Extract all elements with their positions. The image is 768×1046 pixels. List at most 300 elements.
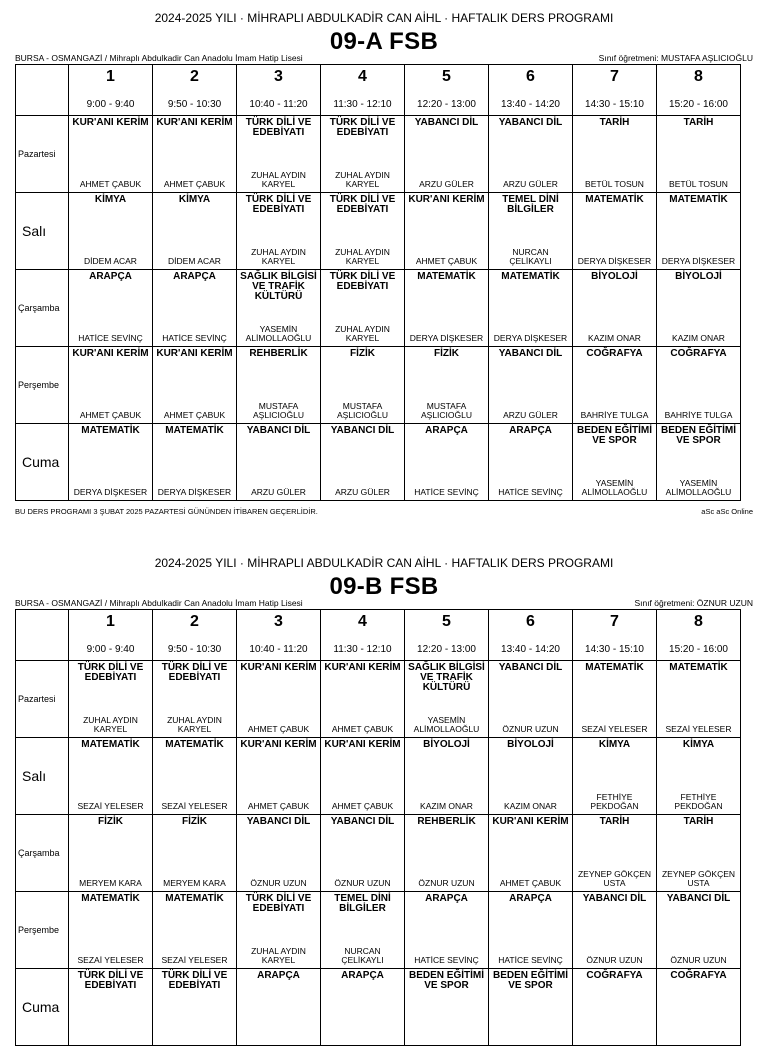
- lesson-subject: MATEMATİK: [669, 194, 728, 205]
- lesson-cell: [657, 116, 741, 193]
- lesson-cell: [657, 424, 741, 501]
- lesson-teacher: ARZU GÜLER: [503, 179, 558, 189]
- period-header: [657, 65, 741, 116]
- day-row: [16, 892, 741, 969]
- lesson-subject: KUR'ANI KERİM: [324, 739, 401, 750]
- lesson-subject: TARİH: [599, 117, 630, 128]
- lesson-cell: [153, 270, 237, 347]
- lesson-cell: [573, 270, 657, 347]
- lesson-teacher: HATİCE SEVİNÇ: [414, 487, 479, 497]
- lesson-subject: BİYOLOJİ: [423, 739, 470, 750]
- class-teacher: Sınıf öğretmeni: MUSTAFA AŞLICIOĞLU: [598, 53, 753, 63]
- lesson-cell: [489, 969, 573, 1046]
- period-number: 4: [358, 613, 367, 630]
- lesson-cell: [573, 661, 657, 738]
- lesson-cell: [489, 892, 573, 969]
- lesson-cell: [153, 892, 237, 969]
- lesson-subject: KUR'ANI KERİM: [240, 662, 317, 673]
- lesson-cell: [237, 892, 321, 969]
- period-time: 9:50 - 10:30: [167, 99, 222, 110]
- lesson-teacher: NURCAN ÇELİKAYLI: [341, 946, 384, 965]
- timetable-header: 2024-2025 YILI · MİHRAPLI ABDULKADİR CAN AİHL · HAFTALIK DERS PROGRAMI: [154, 556, 614, 570]
- period-number: 1: [106, 68, 115, 85]
- period-number: 1: [106, 613, 115, 630]
- period-number: 8: [694, 68, 703, 85]
- day-label-cell: [16, 193, 69, 270]
- lesson-teacher: AHMET ÇABUK: [163, 410, 226, 420]
- lesson-cell: [153, 116, 237, 193]
- period-header: [237, 65, 321, 116]
- lesson-subject: TÜRK DİLİ VE EDEBİYATI: [329, 117, 396, 138]
- period-number: 2: [190, 68, 199, 85]
- lesson-cell: [573, 969, 657, 1046]
- lesson-teacher: AHMET ÇABUK: [331, 801, 394, 811]
- day-name: Çarşamba: [18, 303, 60, 313]
- lesson-teacher: ARZU GÜLER: [503, 410, 558, 420]
- lesson-teacher: YASEMİN ALİMOLLAOĞLU: [245, 324, 312, 343]
- day-row: [16, 661, 741, 738]
- lesson-cell: [489, 347, 573, 424]
- lesson-subject: TÜRK DİLİ VE EDEBİYATI: [161, 970, 228, 991]
- lesson-subject: TÜRK DİLİ VE EDEBİYATI: [245, 893, 312, 914]
- day-name: Cuma: [22, 454, 60, 470]
- lesson-subject: YABANCI DİL: [582, 893, 647, 904]
- day-row: [16, 738, 741, 815]
- lesson-subject: TEMEL DİNİ BİLGİLER: [334, 893, 391, 914]
- period-header: [657, 610, 741, 661]
- day-label-cell: [16, 116, 69, 193]
- lesson-cell: [153, 815, 237, 892]
- class-teacher: Sınıf öğretmeni: ÖZNUR UZUN: [634, 598, 753, 608]
- lesson-cell: [321, 270, 405, 347]
- lesson-teacher: AHMET ÇABUK: [499, 878, 562, 888]
- lesson-cell: [405, 116, 489, 193]
- class-title: 09-A FSB: [329, 28, 439, 55]
- lesson-subject: MATEMATİK: [501, 271, 560, 282]
- lesson-teacher: ZEYNEP GÖKÇEN USTA: [661, 869, 736, 888]
- lesson-teacher: BETÜL TOSUN: [585, 179, 644, 189]
- lesson-teacher: DERYA DİŞKESER: [73, 487, 148, 497]
- lesson-cell: [405, 193, 489, 270]
- schedule-grid: [15, 609, 741, 1046]
- lesson-subject: MATEMATİK: [81, 739, 140, 750]
- lesson-teacher: FETHİYE PEKDOĞAN: [674, 792, 723, 811]
- lesson-subject: KUR'ANI KERİM: [156, 348, 233, 359]
- lesson-cell: [237, 270, 321, 347]
- lesson-teacher: SEZAİ YELESER: [77, 801, 144, 811]
- period-time: 10:40 - 11:20: [249, 99, 308, 110]
- lesson-cell: [405, 347, 489, 424]
- lesson-cell: [573, 193, 657, 270]
- lesson-cell: [237, 661, 321, 738]
- lesson-subject: MATEMATİK: [165, 425, 224, 436]
- day-label-cell: [16, 661, 69, 738]
- lesson-subject: MATEMATİK: [81, 893, 140, 904]
- lesson-subject: TÜRK DİLİ VE EDEBİYATI: [245, 117, 312, 138]
- lesson-cell: [405, 892, 489, 969]
- lesson-subject: TEMEL DİNİ BİLGİLER: [502, 194, 559, 215]
- period-number: 3: [274, 613, 283, 630]
- lesson-subject: YABANCI DİL: [498, 348, 563, 359]
- lesson-teacher: MERYEM KARA: [163, 878, 226, 888]
- lesson-subject: KİMYA: [94, 194, 127, 205]
- period-header: [153, 610, 237, 661]
- lesson-subject: YABANCI DİL: [498, 662, 563, 673]
- period-time: 14:30 - 15:10: [585, 644, 644, 655]
- lesson-cell: [237, 738, 321, 815]
- lesson-teacher: HATİCE SEVİNÇ: [162, 333, 227, 343]
- lesson-cell: [237, 815, 321, 892]
- lesson-subject: KUR'ANI KERİM: [156, 117, 233, 128]
- lesson-cell: [237, 969, 321, 1046]
- lesson-cell: [321, 347, 405, 424]
- lesson-cell: [405, 969, 489, 1046]
- day-name: Cuma: [22, 999, 60, 1015]
- lesson-subject: MATEMATİK: [585, 662, 644, 673]
- lesson-teacher: ZUHAL AYDIN KARYEL: [167, 715, 222, 734]
- day-name: Pazartesi: [18, 149, 56, 159]
- lesson-subject: BEDEN EĞİTİMİ VE SPOR: [492, 970, 568, 991]
- lesson-subject: ARAPÇA: [509, 893, 552, 904]
- period-header: [489, 610, 573, 661]
- lesson-subject: ARAPÇA: [509, 425, 552, 436]
- period-header: [405, 65, 489, 116]
- period-header: [153, 65, 237, 116]
- corner-cell: [16, 65, 69, 116]
- lesson-teacher: SEZAİ YELESER: [665, 724, 732, 734]
- period-time: 12:20 - 13:00: [417, 99, 476, 110]
- lesson-teacher: DERYA DİŞKESER: [661, 256, 736, 266]
- period-header: [237, 610, 321, 661]
- lesson-subject: SAĞLIK BİLGİSİ VE TRAFİK KÜLTÜRÜ: [240, 271, 317, 302]
- period-number: 6: [526, 68, 535, 85]
- day-label-cell: [16, 969, 69, 1046]
- lesson-subject: KİMYA: [178, 194, 211, 205]
- lesson-cell: [237, 424, 321, 501]
- lesson-teacher: NURCAN ÇELİKAYLI: [509, 247, 552, 266]
- lesson-teacher: ZUHAL AYDIN KARYEL: [251, 946, 306, 965]
- lesson-cell: [69, 347, 153, 424]
- lesson-teacher: DERYA DİŞKESER: [157, 487, 232, 497]
- lesson-teacher: HATİCE SEVİNÇ: [78, 333, 143, 343]
- lesson-teacher: ÖZNUR UZUN: [334, 878, 391, 888]
- lesson-cell: [489, 193, 573, 270]
- lesson-cell: [489, 424, 573, 501]
- lesson-teacher: DERYA DİŞKESER: [577, 256, 652, 266]
- lesson-subject: YABANCI DİL: [246, 425, 311, 436]
- lesson-subject: BEDEN EĞİTİMİ VE SPOR: [408, 970, 484, 991]
- lesson-subject: MATEMATİK: [81, 425, 140, 436]
- period-number: 7: [610, 68, 619, 85]
- corner-cell: [16, 610, 69, 661]
- day-name: Perşembe: [18, 925, 60, 935]
- period-time: 12:20 - 13:00: [417, 644, 476, 655]
- lesson-cell: [573, 424, 657, 501]
- lesson-teacher: AHMET ÇABUK: [247, 724, 310, 734]
- lesson-teacher: ÖZNUR UZUN: [418, 878, 475, 888]
- lesson-teacher: AHMET ÇABUK: [79, 179, 142, 189]
- period-header: [573, 610, 657, 661]
- lesson-teacher: HATİCE SEVİNÇ: [414, 955, 479, 965]
- lesson-teacher: SEZAİ YELESER: [161, 801, 228, 811]
- lesson-subject: BİYOLOJİ: [591, 271, 638, 282]
- day-name: Salı: [22, 223, 47, 239]
- lesson-subject: TÜRK DİLİ VE EDEBİYATI: [329, 271, 396, 292]
- lesson-cell: [405, 661, 489, 738]
- period-number: 5: [442, 613, 451, 630]
- lesson-cell: [489, 738, 573, 815]
- lesson-cell: [657, 661, 741, 738]
- day-name: Pazartesi: [18, 694, 56, 704]
- lesson-teacher: ZUHAL AYDIN KARYEL: [251, 170, 306, 189]
- lesson-teacher: DİDEM ACAR: [168, 256, 221, 266]
- lesson-subject: MATEMATİK: [165, 739, 224, 750]
- lesson-cell: [321, 969, 405, 1046]
- day-label-cell: [16, 892, 69, 969]
- lesson-subject: ARAPÇA: [425, 893, 468, 904]
- lesson-teacher: ÖZNUR UZUN: [586, 955, 643, 965]
- day-label-cell: [16, 270, 69, 347]
- lesson-subject: KİMYA: [598, 739, 631, 750]
- lesson-teacher: MUSTAFA AŞLICIOĞLU: [420, 401, 473, 420]
- period-header-row: [16, 65, 741, 116]
- lesson-cell: [489, 270, 573, 347]
- lesson-subject: KUR'ANI KERİM: [72, 348, 149, 359]
- lesson-teacher: ARZU GÜLER: [419, 179, 474, 189]
- period-time: 13:40 - 14:20: [501, 99, 560, 110]
- schedule-grid: [15, 64, 741, 501]
- lesson-teacher: ZUHAL AYDIN KARYEL: [335, 324, 390, 343]
- lesson-subject: MATEMATİK: [165, 893, 224, 904]
- lesson-cell: [69, 738, 153, 815]
- lesson-cell: [573, 815, 657, 892]
- lesson-cell: [321, 815, 405, 892]
- lesson-cell: [657, 738, 741, 815]
- lesson-subject: BİYOLOJİ: [507, 739, 554, 750]
- lesson-subject: ARAPÇA: [341, 970, 384, 981]
- lesson-cell: [489, 116, 573, 193]
- lesson-teacher: DERYA DİŞKESER: [493, 333, 568, 343]
- lesson-cell: [573, 347, 657, 424]
- lesson-teacher: ARZU GÜLER: [251, 487, 306, 497]
- lesson-teacher: KAZIM ONAR: [504, 801, 557, 811]
- lesson-teacher: ZUHAL AYDIN KARYEL: [335, 247, 390, 266]
- school-name: BURSA - OSMANGAZİ / Mihraplı Abdulkadir Can Anadolu İmam Hatip Lisesi: [15, 53, 303, 63]
- lesson-subject: KUR'ANI KERİM: [240, 739, 317, 750]
- lesson-cell: [69, 892, 153, 969]
- lesson-cell: [69, 116, 153, 193]
- period-number: 3: [274, 68, 283, 85]
- period-number: 7: [610, 613, 619, 630]
- period-header-row: [16, 610, 741, 661]
- lesson-subject: TÜRK DİLİ VE EDEBİYATI: [77, 662, 144, 683]
- lesson-subject: KUR'ANI KERİM: [492, 816, 569, 827]
- lesson-teacher: AHMET ÇABUK: [415, 256, 478, 266]
- lesson-cell: [153, 193, 237, 270]
- lesson-subject: BİYOLOJİ: [675, 271, 722, 282]
- lesson-subject: ARAPÇA: [89, 271, 132, 282]
- period-time: 13:40 - 14:20: [501, 644, 560, 655]
- day-label-cell: [16, 424, 69, 501]
- day-row: [16, 424, 741, 501]
- lesson-cell: [573, 116, 657, 193]
- lesson-subject: KUR'ANI KERİM: [72, 117, 149, 128]
- lesson-subject: TARİH: [683, 816, 714, 827]
- lesson-teacher: BAHRİYE TULGA: [664, 410, 733, 420]
- lesson-subject: KUR'ANI KERİM: [408, 194, 485, 205]
- lesson-subject: FİZİK: [98, 816, 123, 827]
- lesson-subject: MATEMATİK: [585, 194, 644, 205]
- day-row: [16, 969, 741, 1046]
- lesson-teacher: DİDEM ACAR: [84, 256, 137, 266]
- timetable-header: 2024-2025 YILI · MİHRAPLI ABDULKADİR CAN AİHL · HAFTALIK DERS PROGRAMI: [154, 11, 614, 25]
- day-row: [16, 116, 741, 193]
- period-header: [489, 65, 573, 116]
- lesson-cell: [69, 661, 153, 738]
- lesson-subject: YABANCI DİL: [246, 816, 311, 827]
- day-name: Çarşamba: [18, 848, 60, 858]
- period-time: 9:00 - 9:40: [86, 99, 135, 110]
- day-label-cell: [16, 815, 69, 892]
- day-label-cell: [16, 738, 69, 815]
- lesson-subject: MATEMATİK: [669, 662, 728, 673]
- lesson-teacher: FETHİYE PEKDOĞAN: [590, 792, 639, 811]
- lesson-cell: [489, 815, 573, 892]
- lesson-cell: [69, 815, 153, 892]
- lesson-subject: BEDEN EĞİTİMİ VE SPOR: [660, 425, 736, 446]
- lesson-cell: [321, 661, 405, 738]
- lesson-subject: FİZİK: [350, 348, 375, 359]
- lesson-teacher: AHMET ÇABUK: [247, 801, 310, 811]
- lesson-teacher: YASEMİN ALİMOLLAOĞLU: [413, 715, 480, 734]
- lesson-teacher: KAZIM ONAR: [672, 333, 725, 343]
- period-number: 6: [526, 613, 535, 630]
- lesson-teacher: MUSTAFA AŞLICIOĞLU: [336, 401, 389, 420]
- lesson-cell: [153, 969, 237, 1046]
- lesson-teacher: KAZIM ONAR: [588, 333, 641, 343]
- lesson-cell: [657, 815, 741, 892]
- lesson-teacher: MERYEM KARA: [79, 878, 142, 888]
- day-row: [16, 815, 741, 892]
- lesson-subject: YABANCI DİL: [666, 893, 731, 904]
- period-number: 4: [358, 68, 367, 85]
- period-time: 11:30 - 12:10: [333, 644, 392, 655]
- lesson-subject: COĞRAFYA: [586, 348, 643, 359]
- lesson-teacher: AHMET ÇABUK: [331, 724, 394, 734]
- lesson-teacher: AHMET ÇABUK: [163, 179, 226, 189]
- lesson-cell: [321, 424, 405, 501]
- lesson-subject: BEDEN EĞİTİMİ VE SPOR: [576, 425, 652, 446]
- lesson-teacher: YASEMİN ALİMOLLAOĞLU: [581, 478, 648, 497]
- lesson-subject: TÜRK DİLİ VE EDEBİYATI: [245, 194, 312, 215]
- lesson-teacher: ZEYNEP GÖKÇEN USTA: [577, 869, 652, 888]
- class-title: 09-B FSB: [329, 573, 439, 600]
- lesson-teacher: HATİCE SEVİNÇ: [498, 955, 563, 965]
- lesson-cell: [657, 969, 741, 1046]
- day-row: [16, 270, 741, 347]
- lesson-teacher: MUSTAFA AŞLICIOĞLU: [252, 401, 305, 420]
- period-time: 9:00 - 9:40: [86, 644, 135, 655]
- lesson-cell: [405, 270, 489, 347]
- lesson-teacher: BETÜL TOSUN: [669, 179, 728, 189]
- lesson-teacher: ARZU GÜLER: [335, 487, 390, 497]
- lesson-subject: TÜRK DİLİ VE EDEBİYATI: [77, 970, 144, 991]
- lesson-subject: SAĞLIK BİLGİSİ VE TRAFİK KÜLTÜRÜ: [408, 662, 485, 693]
- lesson-cell: [405, 815, 489, 892]
- lesson-subject: REHBERLİK: [249, 348, 308, 359]
- generator-credit: aSc aSc Online: [701, 507, 753, 516]
- period-number: 2: [190, 613, 199, 630]
- lesson-teacher: BAHRİYE TULGA: [580, 410, 649, 420]
- lesson-teacher: ÖZNUR UZUN: [250, 878, 307, 888]
- period-header: [573, 65, 657, 116]
- lesson-teacher: SEZAİ YELESER: [161, 955, 228, 965]
- lesson-cell: [237, 193, 321, 270]
- lesson-cell: [489, 661, 573, 738]
- period-time: 15:20 - 16:00: [669, 644, 728, 655]
- lesson-cell: [153, 738, 237, 815]
- lesson-subject: YABANCI DİL: [414, 117, 479, 128]
- period-time: 14:30 - 15:10: [585, 99, 644, 110]
- lesson-teacher: SEZAİ YELESER: [77, 955, 144, 965]
- lesson-teacher: SEZAİ YELESER: [581, 724, 648, 734]
- lesson-cell: [69, 193, 153, 270]
- period-header: [321, 610, 405, 661]
- lesson-cell: [321, 892, 405, 969]
- period-header: [321, 65, 405, 116]
- day-name: Salı: [22, 768, 47, 784]
- lesson-teacher: ZUHAL AYDIN KARYEL: [335, 170, 390, 189]
- lesson-cell: [237, 116, 321, 193]
- period-number: 5: [442, 68, 451, 85]
- lesson-cell: [321, 738, 405, 815]
- lesson-cell: [321, 193, 405, 270]
- lesson-subject: KİMYA: [682, 739, 715, 750]
- day-name: Perşembe: [18, 380, 60, 390]
- validity-note: BU DERS PROGRAMI 3 ŞUBAT 2025 PAZARTESİ GÜNÜNDEN İTİBAREN GEÇERLİDİR.: [15, 507, 318, 516]
- lesson-cell: [321, 116, 405, 193]
- lesson-teacher: ÖZNUR UZUN: [502, 724, 559, 734]
- period-time: 15:20 - 16:00: [669, 99, 728, 110]
- day-label-cell: [16, 347, 69, 424]
- lesson-cell: [153, 347, 237, 424]
- lesson-teacher: YASEMİN ALİMOLLAOĞLU: [665, 478, 732, 497]
- lesson-cell: [153, 661, 237, 738]
- lesson-cell: [405, 738, 489, 815]
- school-name: BURSA - OSMANGAZİ / Mihraplı Abdulkadir Can Anadolu İmam Hatip Lisesi: [15, 598, 303, 608]
- period-number: 8: [694, 613, 703, 630]
- lesson-cell: [573, 738, 657, 815]
- lesson-subject: YABANCI DİL: [330, 425, 395, 436]
- lesson-subject: COĞRAFYA: [670, 970, 727, 981]
- lesson-cell: [69, 424, 153, 501]
- lesson-teacher: ZUHAL AYDIN KARYEL: [251, 247, 306, 266]
- lesson-cell: [69, 969, 153, 1046]
- lesson-cell: [657, 892, 741, 969]
- lesson-subject: FİZİK: [182, 816, 207, 827]
- lesson-teacher: AHMET ÇABUK: [79, 410, 142, 420]
- lesson-cell: [657, 193, 741, 270]
- lesson-subject: YABANCI DİL: [330, 816, 395, 827]
- lesson-subject: COĞRAFYA: [586, 970, 643, 981]
- lesson-cell: [153, 424, 237, 501]
- lesson-subject: TÜRK DİLİ VE EDEBİYATI: [161, 662, 228, 683]
- lesson-subject: ARAPÇA: [425, 425, 468, 436]
- lesson-subject: MATEMATİK: [417, 271, 476, 282]
- lesson-subject: KUR'ANI KERİM: [324, 662, 401, 673]
- lesson-teacher: KAZIM ONAR: [420, 801, 473, 811]
- lesson-subject: YABANCI DİL: [498, 117, 563, 128]
